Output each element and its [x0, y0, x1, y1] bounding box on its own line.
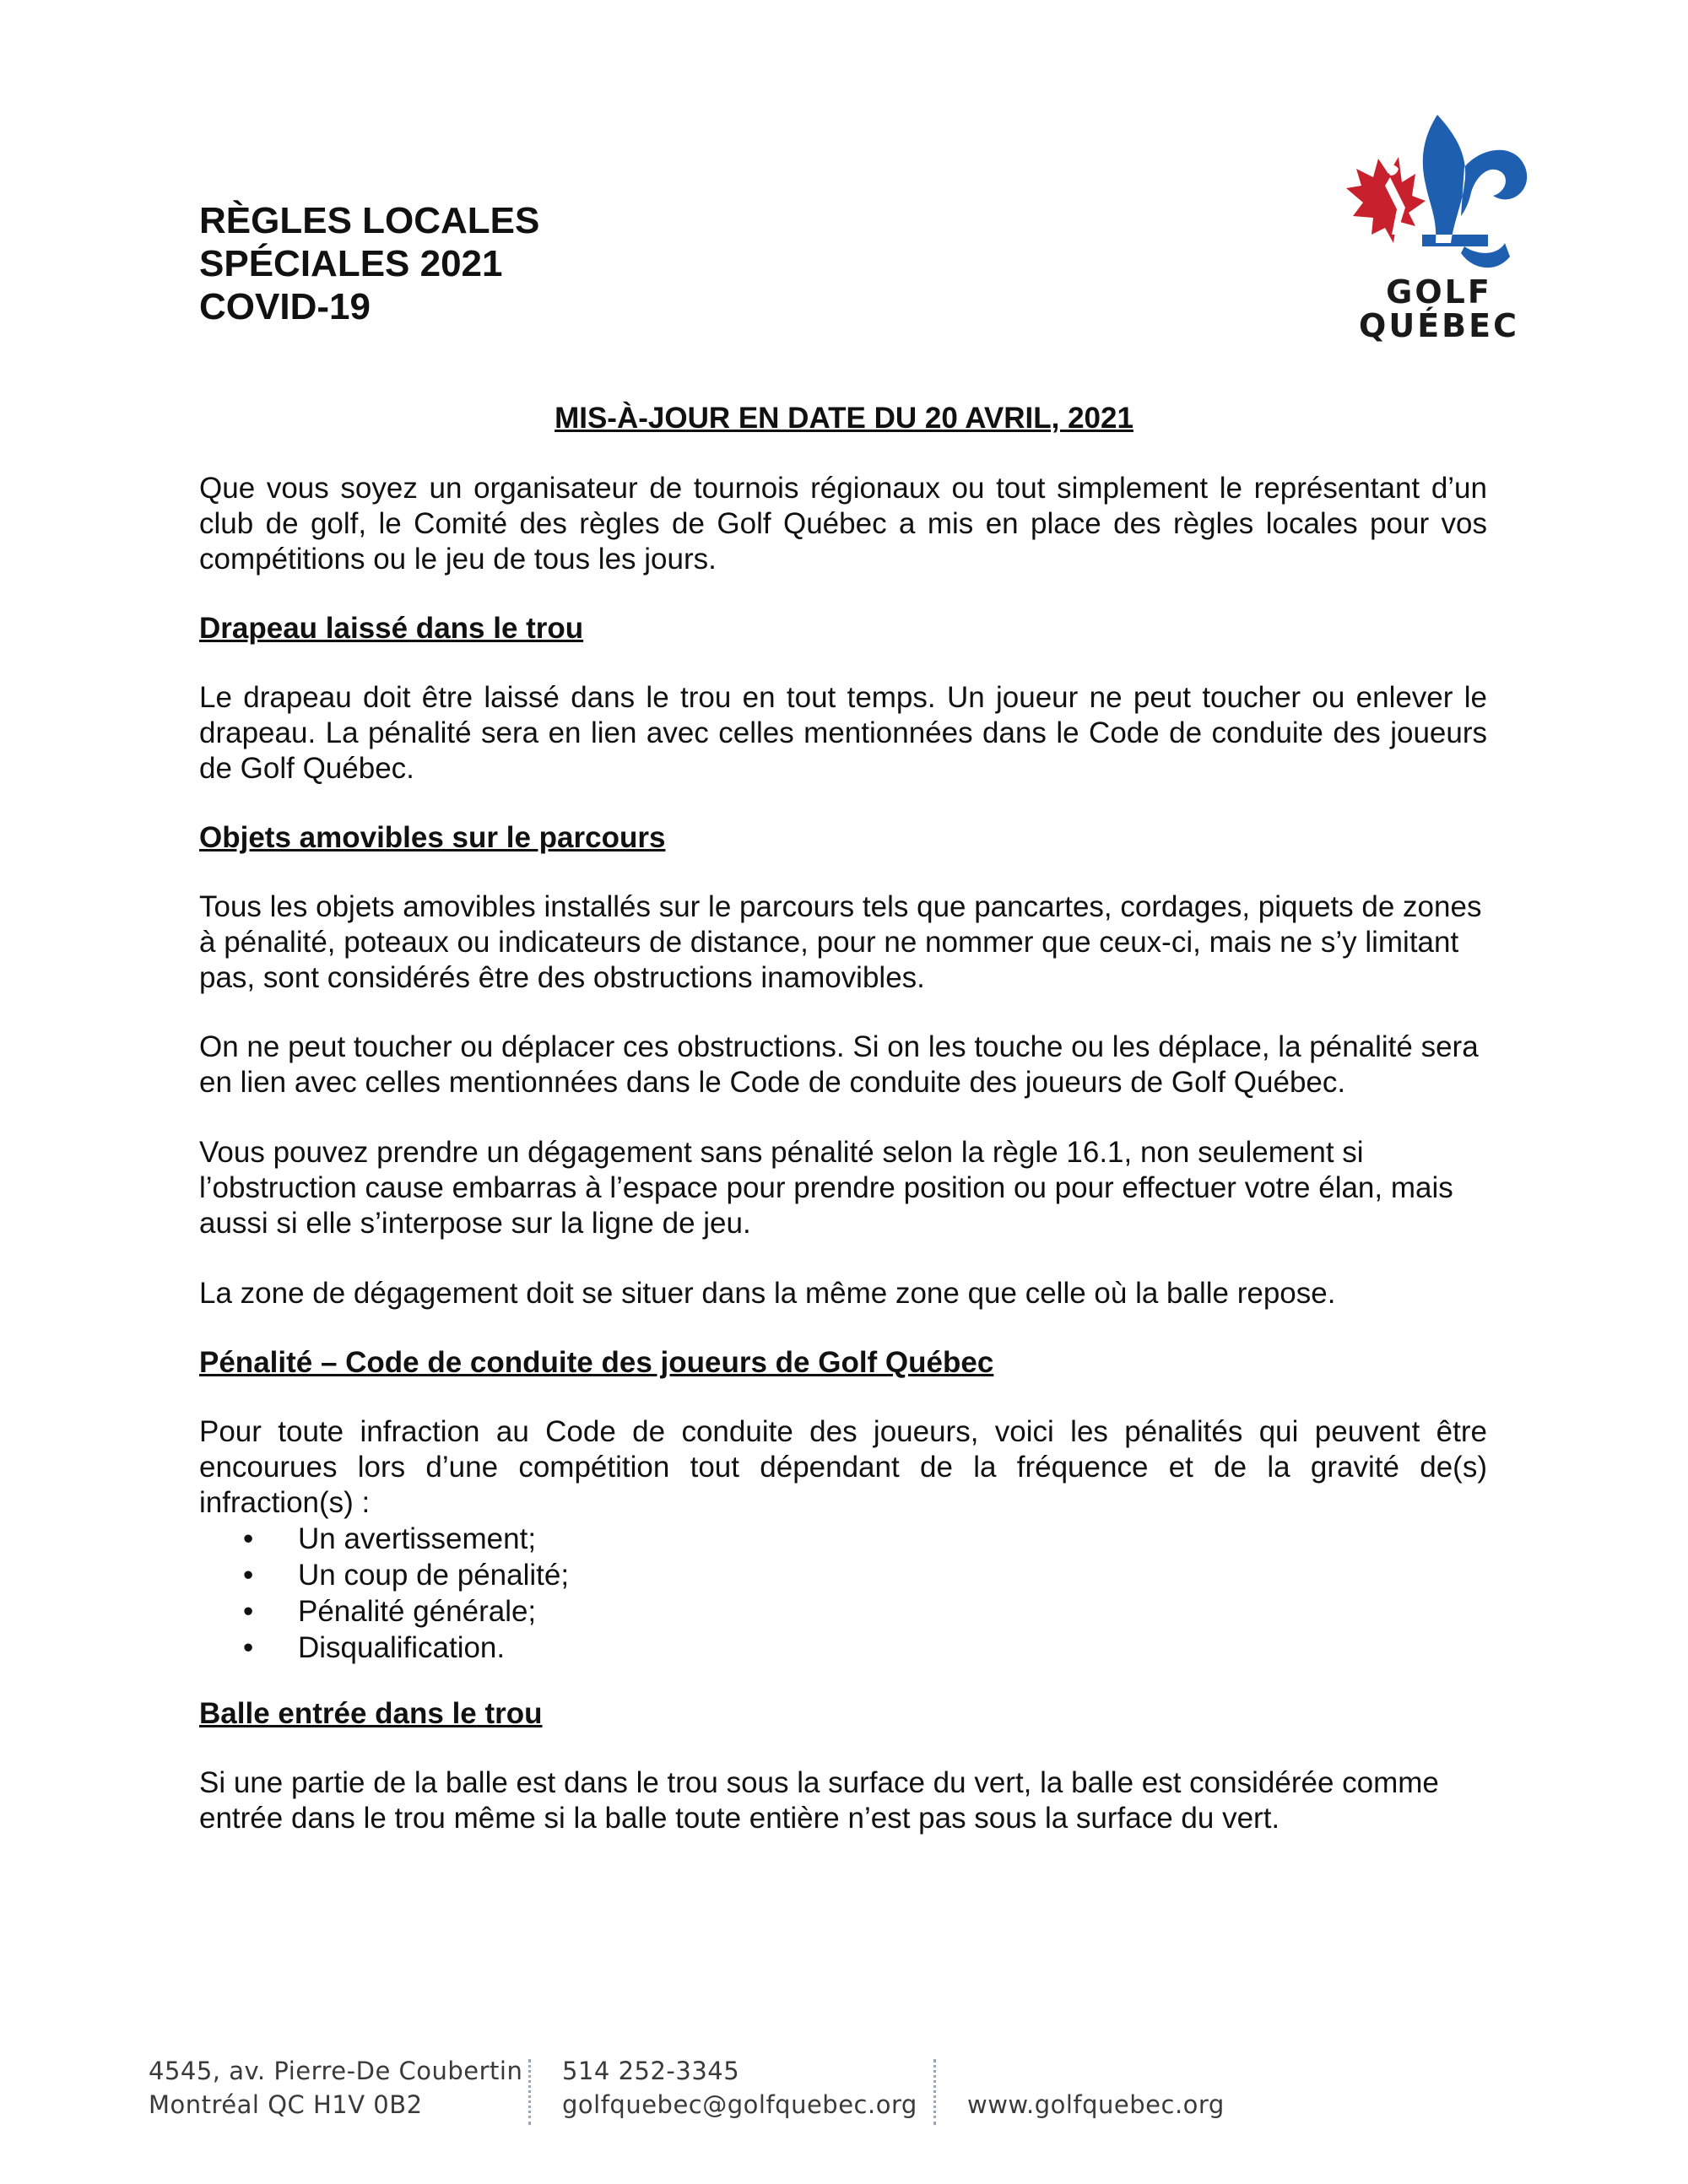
section-paragraph-balle: Si une partie de la balle est dans le trou sous la surface du vert, la balle est considérée comme entrée dans le trou même si la balle toute entière n’est pas sous la surface du vert.	[199, 1766, 1439, 1835]
footer-divider	[528, 2059, 531, 2125]
logo-text-golf: GOLF	[1386, 273, 1492, 311]
update-date-heading: MIS-À-JOUR EN DATE DU 20 AVRIL, 2021	[555, 402, 1133, 435]
footer-address-line-1: 4545, av. Pierre-De Coubertin	[149, 2057, 523, 2085]
list-item: • Un coup de pénalité;	[199, 1557, 1487, 1593]
intro-paragraph: Que vous soyez un organisateur de tournois régionaux ou tout simplement le représentant d’un club de golf, le Comité des règles de Golf Québec a mis en place des règles locales pour vos compétitions ou le jeu de tous les jours.	[199, 472, 1487, 576]
title-line-1: RÈGLES LOCALES	[199, 200, 540, 241]
section-paragraph-objets-2: On ne peut toucher ou déplacer ces obstructions. Si on les touche ou les déplace, la pénalité sera en lien avec celles mentionnées dans le Code de conduite des joueurs de Golf Québec.	[199, 1030, 1479, 1099]
section-paragraph-drapeau: Le drapeau doit être laissé dans le trou en tout temps. Un joueur ne peut toucher ou enlever le drapeau. La pénalité sera en lien avec celles mentionnées dans le Code de conduite des joueurs de Golf Québec.	[199, 681, 1487, 785]
section-paragraph-objets-3: Vous pouvez prendre un dégagement sans pénalité selon la règle 16.1, non seulement si l’obstruction cause embarras à l’espace pour prendre position ou pour effectuer votre élan, mais aussi si elle s’interpose sur la ligne de jeu.	[199, 1136, 1453, 1240]
footer-divider	[933, 2059, 936, 2125]
list-item: • Pénalité générale;	[199, 1593, 1487, 1630]
section-heading-penalite: Pénalité – Code de conduite des joueurs de Golf Québec	[199, 1346, 994, 1379]
footer-address-line-2: Montréal QC H1V 0B2	[149, 2090, 423, 2119]
section-paragraph-penalite: Pour toute infraction au Code de conduite des joueurs, voici les pénalités qui peuvent être encourues lors d’une compétition tout dépendant de la fréquence et de la gravité de(s) infraction(s) :	[199, 1415, 1487, 1519]
footer-contact	[562, 2054, 917, 2122]
document-title	[199, 199, 539, 328]
title-line-2: SPÉCIALES 2021	[199, 243, 503, 284]
section-heading-drapeau: Drapeau laissé dans le trou	[199, 612, 584, 645]
penalty-list	[199, 1521, 1487, 1666]
footer-website[interactable]: www.golfquebec.org	[967, 2090, 1225, 2119]
list-item: • Disqualification.	[199, 1630, 1487, 1666]
section-paragraph-objets-1: Tous les objets amovibles installés sur le parcours tels que pancartes, cordages, piquets de zones à pénalité, poteaux ou indicateurs de distance, pour ne nommer que ceux-ci, mais ne s’y limitant pas, sont considérés être des obstructions inamovibles.	[199, 890, 1482, 994]
title-line-3: COVID-19	[199, 286, 371, 327]
footer-phone: 514 252-3345	[562, 2057, 740, 2085]
logo-text-quebec: QUÉBEC	[1359, 307, 1519, 344]
section-paragraph-objets-4: La zone de dégagement doit se situer dans la même zone que celle où la balle repose.	[199, 1277, 1336, 1310]
golf-quebec-logo	[1338, 108, 1540, 344]
section-heading-balle: Balle entrée dans le trou	[199, 1697, 543, 1730]
footer-address	[149, 2054, 522, 2122]
footer-email[interactable]: golfquebec@golfquebec.org	[562, 2090, 917, 2119]
fleur-de-lis-icon	[1338, 108, 1540, 277]
section-heading-objets: Objets amovibles sur le parcours	[199, 821, 666, 854]
list-item: • Un avertissement;	[199, 1521, 1487, 1557]
